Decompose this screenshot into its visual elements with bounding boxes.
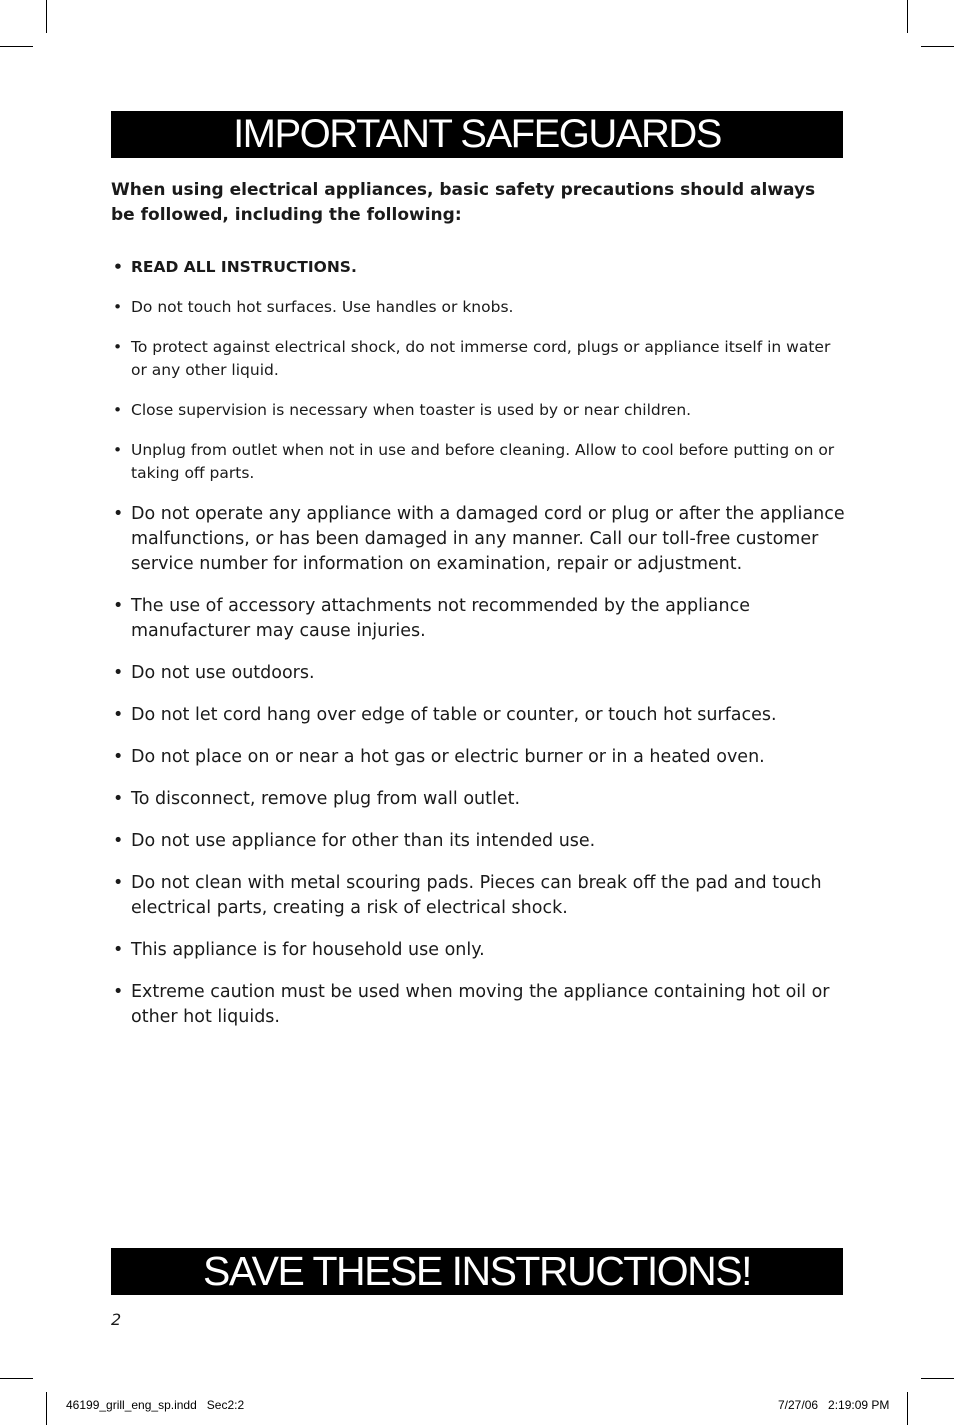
bullet-icon: • <box>113 831 124 851</box>
list-item <box>111 502 851 577</box>
list-item-text: Do not use outdoors. <box>131 663 315 683</box>
bullet-icon: • <box>113 747 124 767</box>
list-item <box>111 661 851 686</box>
page-title-banner: IMPORTANT SAFEGUARDS <box>111 111 843 158</box>
bullet-icon: • <box>113 258 123 276</box>
bullet-icon: • <box>113 789 124 809</box>
page-number: 2 <box>111 1310 122 1329</box>
list-item-text: Extreme caution must be used when moving the appliance containing hot oil or other hot liquids. <box>131 982 830 1027</box>
list-item-text: Do not operate any appliance with a damaged cord or plug or after the appliance malfunctions, or has been damaged in any manner. Call our toll-free customer service number for information on examination, repair or adjustment. <box>131 504 845 574</box>
safeguards-list <box>111 256 851 1047</box>
list-item-text: Do not clean with metal scouring pads. Pieces can break off the pad and touch electrical parts, creating a risk of electrical shock. <box>131 873 822 918</box>
list-item-text: To disconnect, remove plug from wall outlet. <box>131 789 521 809</box>
bullet-icon: • <box>113 441 123 459</box>
bullet-icon: • <box>113 401 123 419</box>
bullet-icon: • <box>113 338 123 356</box>
list-item-text: Do not use appliance for other than its intended use. <box>131 831 596 851</box>
print-slug-file: 46199_grill_eng_sp.indd Sec2:2 <box>66 1398 245 1412</box>
list-item <box>111 787 851 812</box>
list-item <box>111 336 851 382</box>
list-item <box>111 439 851 485</box>
crop-mark <box>0 46 33 47</box>
list-item <box>111 399 851 422</box>
list-item <box>111 745 851 770</box>
bullet-icon: • <box>113 298 123 316</box>
list-item-text: The use of accessory attachments not recommended by the appliance manufacturer may cause injuries. <box>131 596 751 641</box>
list-item <box>111 296 851 319</box>
bullet-icon: • <box>113 504 124 524</box>
crop-mark <box>907 0 908 33</box>
list-item-text: Close supervision is necessary when toaster is used by or near children. <box>131 401 692 419</box>
crop-mark <box>907 1392 908 1425</box>
list-item-text: To protect against electrical shock, do not immerse cord, plugs or appliance itself in water or any other liquid. <box>131 338 831 379</box>
list-item-text: Unplug from outlet when not in use and before cleaning. Allow to cool before putting on or taking off parts. <box>131 441 835 482</box>
list-item <box>111 594 851 644</box>
crop-mark <box>46 0 47 33</box>
list-item-text: Do not place on or near a hot gas or electric burner or in a heated oven. <box>131 747 765 767</box>
bullet-icon: • <box>113 982 124 1002</box>
list-item-text: Do not let cord hang over edge of table or counter, or touch hot surfaces. <box>131 705 777 725</box>
print-slug-date: 7/27/06 2:19:09 PM <box>778 1398 890 1412</box>
intro-text: When using electrical appliances, basic safety precautions should always be followed, including the following: <box>111 180 816 225</box>
bullet-icon: • <box>113 663 124 683</box>
save-instructions-banner: SAVE THESE INSTRUCTIONS! <box>111 1248 843 1295</box>
crop-mark <box>46 1392 47 1425</box>
list-item-text: This appliance is for household use only. <box>131 940 485 960</box>
list-item-text: Do not touch hot surfaces. Use handles or knobs. <box>131 298 514 316</box>
crop-mark <box>921 1378 954 1379</box>
crop-mark <box>0 1378 33 1379</box>
bullet-icon: • <box>113 940 124 960</box>
bullet-icon: • <box>113 873 124 893</box>
list-item <box>111 871 851 921</box>
bullet-icon: • <box>113 705 124 725</box>
list-item <box>111 256 851 279</box>
list-item <box>111 829 851 854</box>
crop-mark <box>921 46 954 47</box>
list-item-text: READ ALL INSTRUCTIONS. <box>131 258 357 276</box>
bullet-icon: • <box>113 596 124 616</box>
list-item <box>111 980 851 1030</box>
list-item <box>111 938 851 963</box>
list-item <box>111 703 851 728</box>
